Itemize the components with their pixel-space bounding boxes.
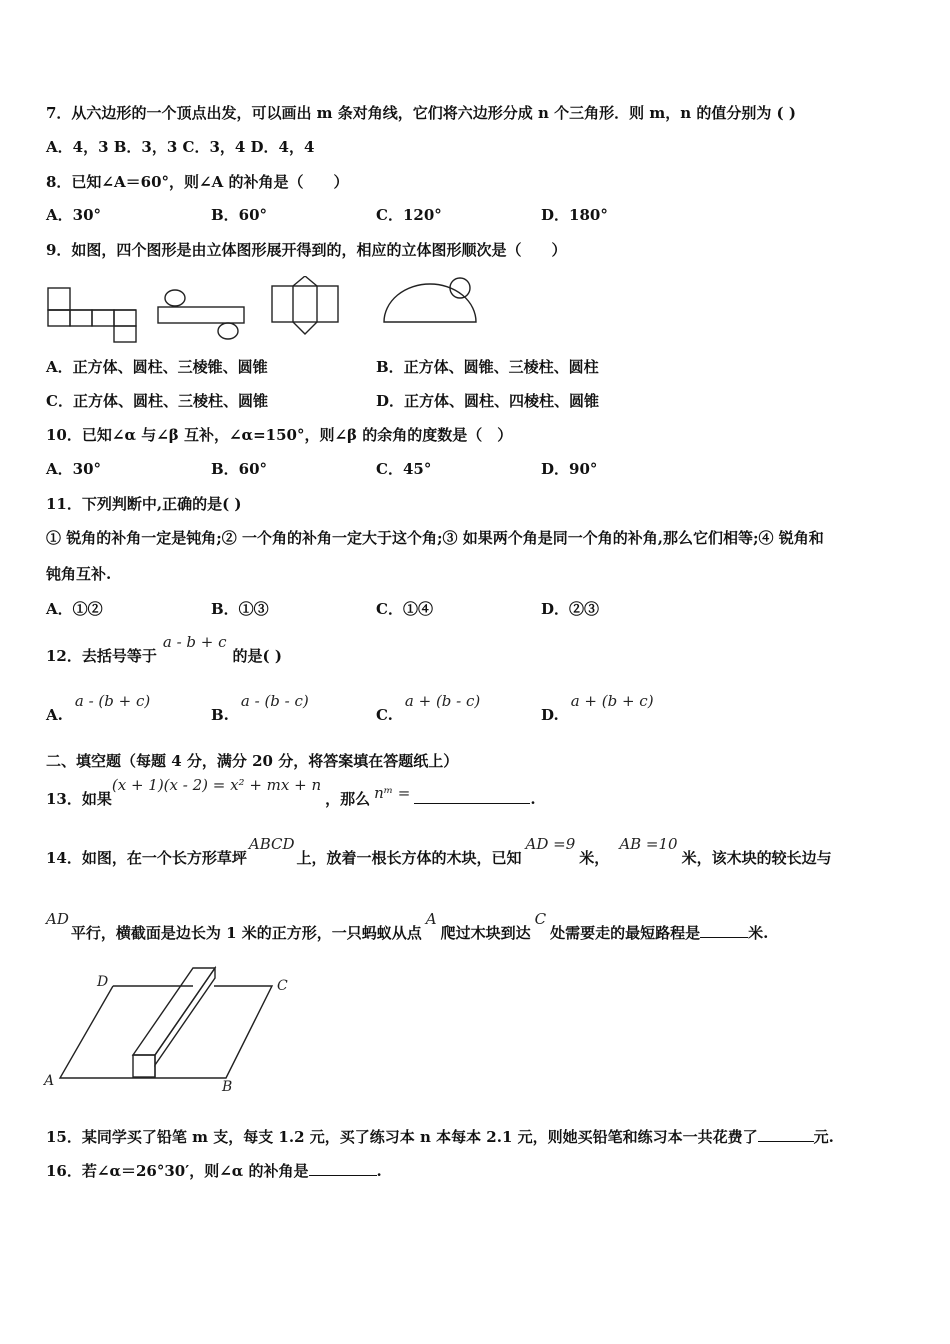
option-label: B.: [211, 706, 229, 724]
question-14-part7: 处需要走的最短路程是: [550, 924, 701, 942]
question-14-ab: AB =10: [619, 835, 678, 853]
question-8-option-c: C．120°: [376, 206, 442, 224]
answer-blank[interactable]: [700, 923, 748, 938]
question-8-stem: 8．已知∠A＝60°，则∠A 的补角是（ ）: [46, 173, 349, 191]
label-a: A: [44, 1073, 55, 1089]
question-15-stem: 15．某同学买了铅笔 m 支，每支 1.2 元，买了练习本 n 本每本 2.1 元，则她买铅笔和练习本一共花费了: [46, 1128, 758, 1146]
option-label: D.: [541, 706, 559, 724]
question-13-middle: ，那么: [325, 790, 371, 808]
question-13-target: nᵐ =: [374, 784, 411, 802]
cylinder-net-figure: [158, 290, 244, 339]
question-14-ad2: AD: [46, 910, 69, 928]
option-label: A.: [46, 706, 63, 724]
question-9-option-c: C．正方体、圆柱、三棱柱、圆锥: [46, 392, 268, 410]
question-16: [46, 1161, 382, 1181]
question-9-option-d: D．正方体、圆柱、四棱柱、圆锥: [376, 392, 600, 410]
question-9-option-b: B．正方体、圆锥、三棱柱、圆柱: [376, 358, 599, 376]
question-12-stem-before: 12．去括号等于: [46, 647, 157, 665]
question-14-line2: [46, 910, 769, 943]
question-8-option-a: A．30°: [46, 206, 102, 224]
question-8-option-d: D．180°: [541, 206, 608, 224]
question-13-equation: (x + 1)(x - 2) = x² + mx + n: [111, 776, 322, 794]
question-14-point-a: A: [425, 910, 437, 928]
question-12-stem-after: 的是( ): [232, 647, 282, 665]
question-11-option-a: A．①②: [46, 600, 103, 618]
option-label: C.: [376, 706, 393, 724]
question-10-option-b: B．60°: [211, 460, 268, 478]
question-15: [46, 1127, 834, 1147]
question-11-body-line1: ① 锐角的补角一定是钝角;② 一个角的补角一定大于这个角;③ 如果两个角是同一个角的补角,那么它们相等;④ 锐角和: [46, 529, 824, 547]
question-14-ad: AD =9: [525, 835, 576, 853]
question-14-part5: 平行，横截面是边长为 1 米的正方形，一只蚂蚁从点: [70, 924, 422, 942]
question-14-part2: 上，放着一根长方体的木块，已知: [296, 849, 522, 867]
question-10-option-d: D．90°: [541, 460, 598, 478]
question-14-point-c: C: [534, 910, 547, 928]
question-11-stem: 11．下列判断中,正确的是( ): [46, 495, 242, 513]
question-14-part1: 14．如图，在一个长方形草坪: [46, 849, 247, 867]
cone-net-figure: [384, 278, 476, 322]
wooden-block: [133, 968, 215, 1055]
question-16-suffix: .: [376, 1162, 382, 1180]
label-d: D: [97, 974, 109, 990]
label-b: B: [222, 1079, 233, 1095]
question-15-suffix: 元.: [813, 1128, 834, 1146]
question-14-line1: [46, 835, 832, 868]
label-c: C: [277, 978, 288, 994]
question-12-stem: [46, 633, 282, 666]
question-11-body-line2: 钝角互补.: [46, 565, 112, 583]
question-9-option-a: A．正方体、圆柱、三棱锥、圆锥: [46, 358, 268, 376]
question-7-options: A．4，3 B．3，3 C．3，4 D．4，4: [46, 138, 315, 156]
answer-blank[interactable]: [309, 1161, 377, 1176]
question-11-option-d: D．②③: [541, 600, 600, 618]
question-11-option-b: B．①③: [211, 600, 269, 618]
prism-net-figure: [272, 276, 338, 334]
answer-blank[interactable]: [414, 789, 530, 804]
question-8-option-b: B．60°: [211, 206, 268, 224]
option-expression: a + (b + c): [570, 692, 654, 710]
cube-net-figure: [48, 288, 136, 342]
question-10-stem: 10．已知∠α 与∠β 互补，∠α=150°，则∠β 的余角的度数是（ ）: [46, 426, 513, 444]
question-10-option-a: A．30°: [46, 460, 102, 478]
question-14-part3: 米，: [579, 849, 610, 867]
question-12-option-a: [46, 692, 151, 725]
question-9-stem: 9．如图，四个图形是由立体图形展开得到的，相应的立体图形顺次是（ ）: [46, 241, 567, 259]
question-13-suffix: .: [530, 790, 536, 808]
option-expression: a - (b + c): [74, 692, 151, 710]
section-2-heading: 二、填空题（每题 4 分，满分 20 分，将答案填在答题纸上）: [46, 752, 459, 770]
question-12-expression: a - b + c: [162, 633, 227, 651]
question-9-figures: [40, 276, 520, 346]
question-14-figure: [40, 960, 310, 1095]
question-16-stem: 16．若∠α＝26°30′，则∠α 的补角是: [46, 1162, 309, 1180]
question-11-option-c: C．①④: [376, 600, 433, 618]
option-expression: a + (b - c): [404, 692, 481, 710]
question-14-part6: 爬过木块到达: [440, 924, 531, 942]
question-13: [46, 776, 536, 809]
question-7-stem: 7．从六边形的一个顶点出发，可以画出 m 条对角线，它们将六边形分成 n 个三角形．则 m，n 的值分别为 ( ): [46, 104, 796, 122]
question-14-part4: 米，该木块的较长边与: [681, 849, 832, 867]
question-14-part8: 米.: [748, 924, 769, 942]
option-expression: a - (b - c): [240, 692, 309, 710]
answer-blank[interactable]: [758, 1127, 814, 1142]
question-13-prefix: 13．如果: [46, 790, 112, 808]
question-12-option-d: [541, 692, 654, 725]
question-10-option-c: C．45°: [376, 460, 432, 478]
question-14-abcd: ABCD: [248, 835, 295, 853]
question-12-option-c: [376, 692, 481, 725]
question-12-option-b: [211, 692, 309, 725]
